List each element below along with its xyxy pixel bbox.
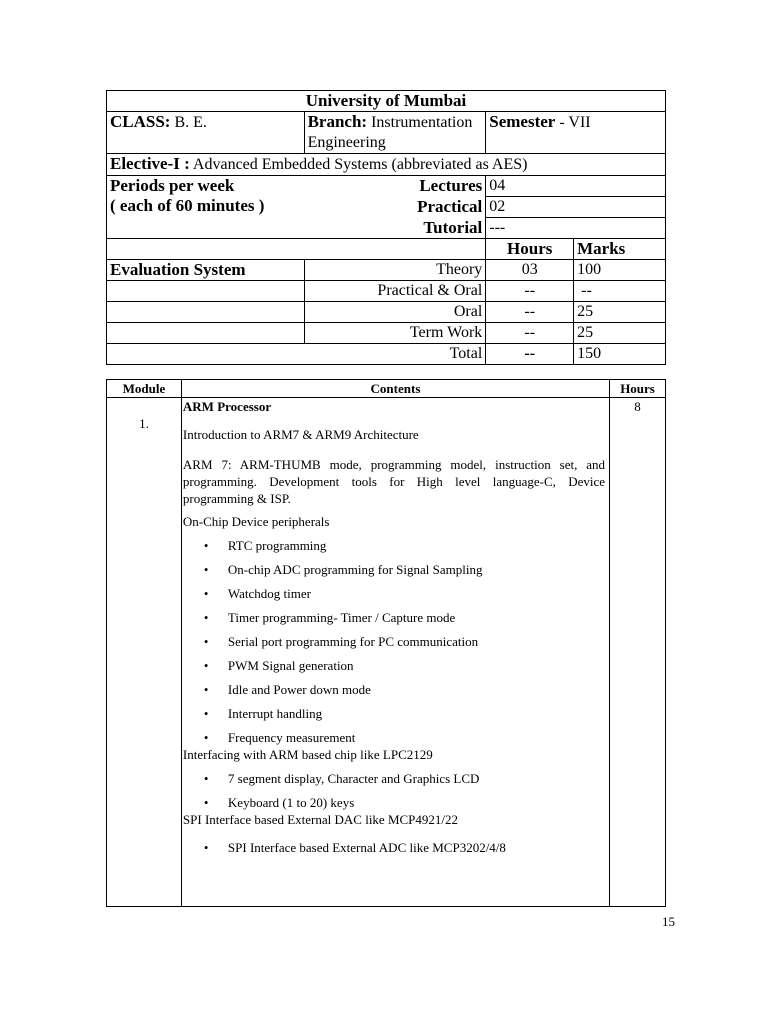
periods-cell: [107, 176, 305, 239]
practical-label: Practical: [304, 197, 486, 218]
semester-cell: [486, 112, 666, 154]
tutorial-label: Tutorial: [304, 218, 486, 239]
module-table-header: [107, 380, 666, 398]
list-item-text: Serial port programming for PC communication: [227, 634, 479, 649]
eval-row: [107, 281, 666, 302]
eval-marks: 25: [574, 302, 666, 323]
interfacing-heading: Interfacing with ARM based chip like LPC2129: [182, 747, 433, 762]
bullet-icon: •: [203, 706, 209, 721]
module-intro: Introduction to ARM7 & ARM9 Architecture: [182, 427, 419, 442]
bullet-icon: •: [203, 538, 209, 553]
module-column-header: Module: [107, 380, 182, 398]
lectures-row: [107, 176, 666, 197]
blank-cell: [107, 281, 305, 302]
list-item: [202, 794, 605, 811]
module-number: 1.: [107, 398, 182, 907]
semester-value: - VII: [559, 114, 591, 131]
eval-row: [107, 302, 666, 323]
class-value: B. E.: [174, 114, 207, 131]
practical-value: 02: [486, 197, 666, 218]
elective-cell: [107, 154, 666, 176]
list-item: [202, 705, 605, 722]
eval-row: [107, 323, 666, 344]
hours-marks-header-row: [107, 239, 666, 260]
module-contents-table: [106, 379, 666, 907]
bullet-icon: •: [203, 730, 209, 745]
spi-dac-line: SPI Interface based External DAC like MCP4921/22: [182, 812, 459, 827]
eval-hours: --: [486, 302, 574, 323]
list-item-text: Timer programming- Timer / Capture mode: [227, 610, 456, 625]
list-item-text: Idle and Power down mode: [227, 682, 371, 697]
hours-column-header: Hours: [610, 380, 666, 398]
class-cell: [107, 112, 305, 154]
list-item: [202, 561, 605, 578]
list-item-text: PWM Signal generation: [227, 658, 354, 673]
list-item: [202, 770, 605, 787]
bullet-icon: •: [203, 610, 209, 625]
marks-header: Marks: [574, 239, 666, 260]
blank-cell: [107, 302, 305, 323]
spi-adc-list: [183, 839, 605, 856]
eval-label: Theory: [304, 260, 486, 281]
eval-label: Total: [107, 344, 486, 365]
eval-marks: 150: [574, 344, 666, 365]
list-item: [202, 633, 605, 650]
interfacing-list: [183, 770, 605, 811]
eval-hours: --: [486, 323, 574, 344]
periods-line2: ( each of 60 minutes ): [110, 196, 265, 215]
lectures-value: 04: [486, 176, 666, 197]
evaluation-label: Evaluation System: [107, 260, 305, 281]
elective-value: Advanced Embedded Systems (abbreviated as AES): [192, 156, 528, 173]
branch-value-line2: Engineering: [307, 134, 386, 151]
eval-label: Term Work: [304, 323, 486, 344]
list-item: [202, 681, 605, 698]
list-item: [202, 657, 605, 674]
branch-cell: [304, 112, 486, 154]
bullet-icon: •: [203, 562, 209, 577]
lectures-label: Lectures: [304, 176, 486, 197]
blank-cell: [107, 323, 305, 344]
eval-hours: --: [486, 281, 574, 302]
list-item: [202, 585, 605, 602]
elective-row: [107, 154, 666, 176]
bullet-icon: •: [203, 795, 209, 810]
branch-label: Branch:: [307, 112, 368, 131]
bullet-icon: •: [203, 840, 209, 855]
university-title: University of Mumbai: [107, 91, 666, 112]
eval-label: Practical & Oral: [304, 281, 486, 302]
class-label: CLASS:: [110, 112, 171, 131]
course-header-table: [106, 90, 666, 365]
list-item-text: Watchdog timer: [227, 586, 311, 601]
hours-header: Hours: [486, 239, 574, 260]
onchip-peripherals-list: [183, 537, 605, 746]
eval-row: [107, 260, 666, 281]
module-row: [107, 398, 666, 907]
module-hours: 8: [610, 398, 666, 907]
module-title: ARM Processor: [182, 399, 272, 414]
bullet-icon: •: [203, 682, 209, 697]
elective-label: Elective-I :: [110, 154, 190, 173]
list-item-text: On-chip ADC programming for Signal Sampling: [227, 562, 483, 577]
eval-row-total: [107, 344, 666, 365]
class-branch-row: [107, 112, 666, 154]
bullet-icon: •: [203, 658, 209, 673]
list-item-text: SPI Interface based External ADC like MCP3202/4/8: [227, 840, 506, 855]
tutorial-value: ---: [486, 218, 666, 239]
bullet-icon: •: [203, 771, 209, 786]
page-number: 15: [662, 914, 675, 929]
eval-marks: 100: [574, 260, 666, 281]
list-item-text: Interrupt handling: [227, 706, 323, 721]
list-item: [202, 609, 605, 626]
contents-column-header: Contents: [181, 380, 609, 398]
list-item: [202, 537, 605, 554]
eval-marks: --: [574, 281, 666, 302]
onchip-heading: On-Chip Device peripherals: [182, 514, 330, 529]
list-item: [202, 839, 605, 856]
eval-hours: --: [486, 344, 574, 365]
list-item: [202, 729, 605, 746]
periods-line1: Periods per week: [110, 176, 235, 195]
eval-marks: 25: [574, 323, 666, 344]
university-row: [107, 91, 666, 112]
arm7-description: ARM 7: ARM-THUMB mode, programming model, instruction set, and programming. Development tools for High level language-C, Device programming & ISP.: [182, 457, 606, 506]
branch-value-line1: Instrumentation: [371, 114, 473, 131]
list-item-text: Frequency measurement: [227, 730, 356, 745]
list-item-text: RTC programming: [227, 538, 327, 553]
eval-hours: 03: [486, 260, 574, 281]
bullet-icon: •: [203, 634, 209, 649]
semester-label: Semester: [489, 112, 556, 131]
module-contents: [181, 398, 609, 907]
list-item-text: 7 segment display, Character and Graphics LCD: [227, 771, 480, 786]
bullet-icon: •: [203, 586, 209, 601]
eval-label: Oral: [304, 302, 486, 323]
list-item-text: Keyboard (1 to 20) keys: [227, 795, 355, 810]
blank-cell: [107, 239, 486, 260]
